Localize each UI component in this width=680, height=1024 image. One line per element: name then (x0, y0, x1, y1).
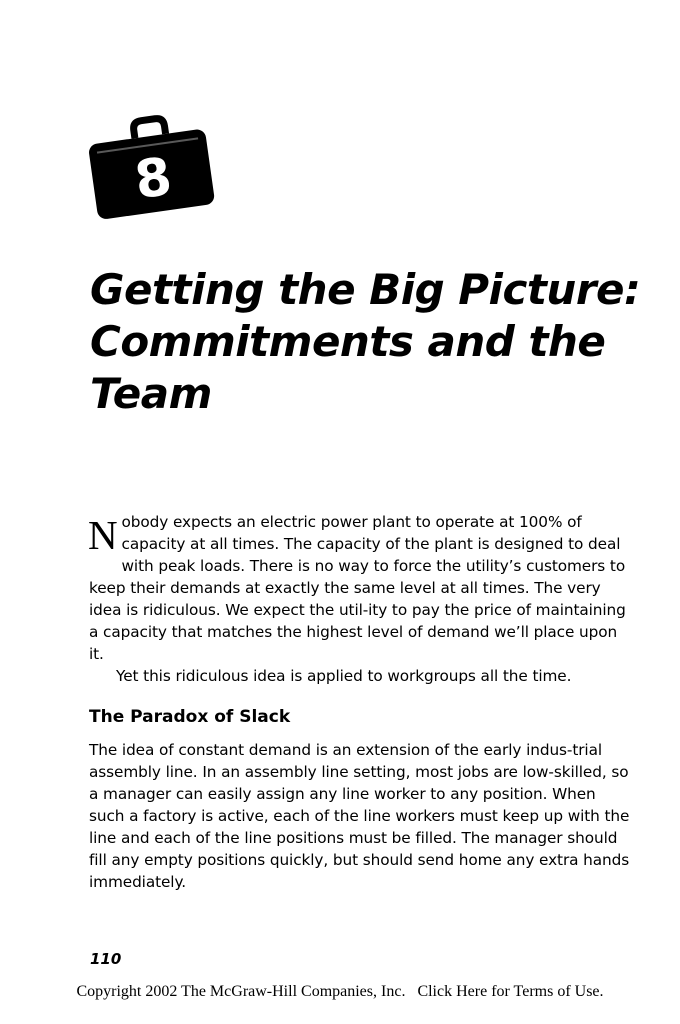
chapter-number: 8 (131, 146, 176, 212)
briefcase-icon (88, 110, 218, 220)
intro-paragraph-1 (89, 511, 634, 665)
copyright-text: Copyright 2002 The McGraw-Hill Companies, Inc. (76, 983, 406, 1000)
section-heading: The Paradox of Slack (89, 707, 291, 727)
footer (0, 983, 680, 1001)
terms-of-use-link[interactable]: Click Here for Terms of Use. (417, 983, 604, 1000)
chapter-badge (88, 110, 218, 220)
intro-paragraph-1-text: obody expects an electric power plant to operate at 100% of capacity at all times. The capacity of the plant is designed to deal with peak loads. There is no way to force the utility’s customers to keep their demands at exactly the same level at all times. The very idea is ridiculous. We expect the util-ity to pay the price of maintaining a capacity that matches the highest level of demand we’ll place upon it. (89, 513, 626, 663)
intro-paragraph-2: Yet this ridiculous idea is applied to workgroups all the time. (116, 667, 572, 685)
page-number: 110 (90, 950, 122, 968)
drop-cap: N (88, 512, 118, 558)
section-paragraph: The idea of constant demand is an extension of the early indus-trial assembly line. In an assembly line setting, most jobs are low-skilled, so a manager can easily assign any line worker to any position. When such a factory is active, each of the line workers must keep up with the line and each of the line positions must be filled. The manager should fill any empty positions quickly, but should send home any extra hands immediately. (89, 741, 630, 891)
intro-text (89, 511, 634, 687)
chapter-title: Getting the Big Picture: Commitments and the Team (90, 265, 641, 418)
